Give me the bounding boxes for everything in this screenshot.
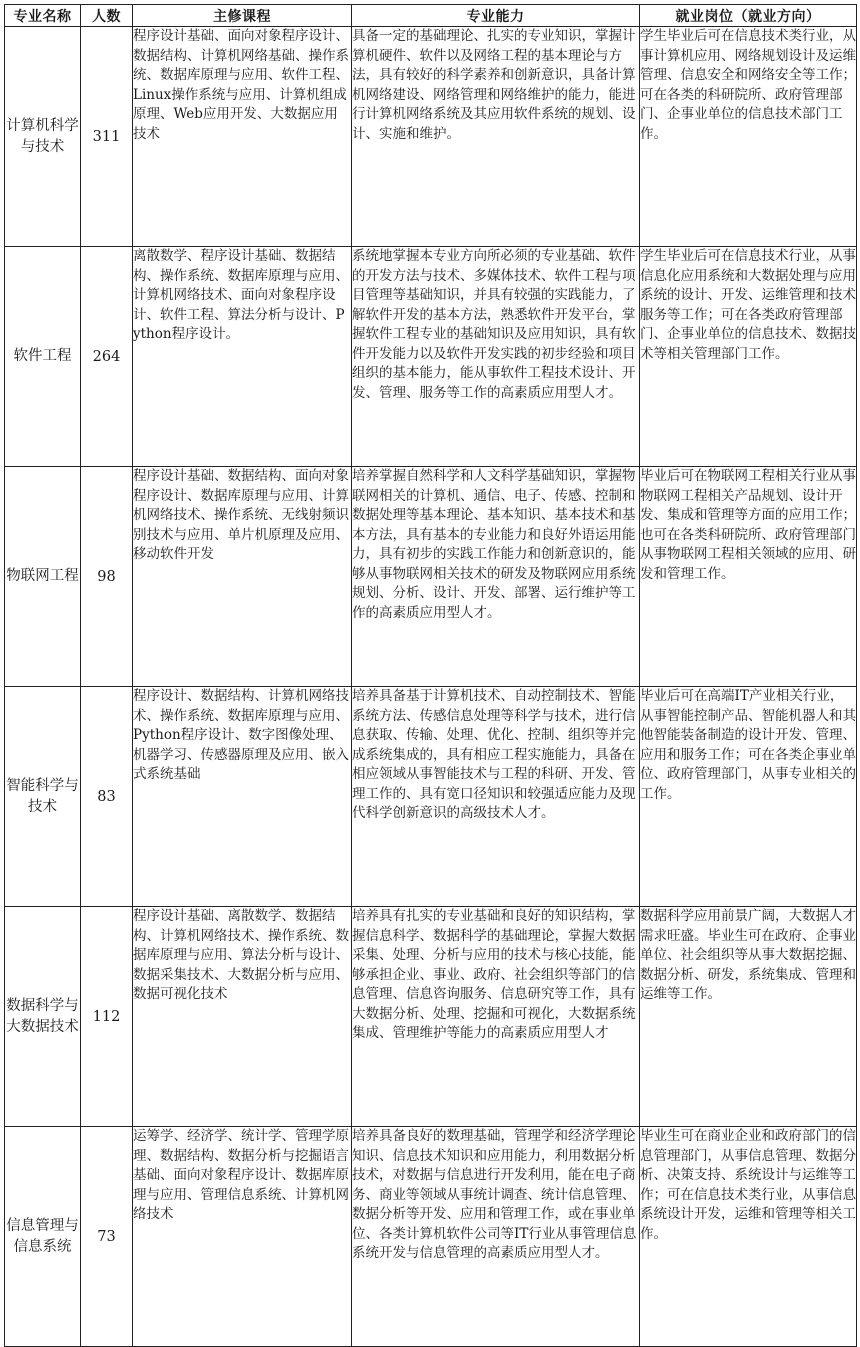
student-count-cell: 83	[81, 687, 133, 907]
header-career: 就业岗位（就业方向）	[640, 5, 857, 27]
career-cell	[640, 27, 857, 247]
majors-table	[4, 4, 857, 1347]
header-major-name: 专业名称	[5, 5, 81, 27]
student-count-cell: 98	[81, 467, 133, 687]
major-name-cell: 智能科学与技术	[5, 687, 81, 907]
header-courses: 主修课程	[133, 5, 352, 27]
major-name-cell: 计算机科学与技术	[5, 27, 81, 247]
career-text: 毕业后可在高端IT产业相关行业，从事智能控制产品、智能机器人和其他智能装备制造的设计开发、管理、应用和服务工作；可在各类企事业单位、政府管理部门，从事专业相关的工作。	[640, 688, 856, 802]
ability-cell	[352, 1127, 640, 1347]
ability-cell	[352, 247, 640, 467]
student-count-cell: 73	[81, 1127, 133, 1347]
courses-text: 运筹学、经济学、统计学、管理学原理、数据结构、数据分析与挖掘语言基础、面向对象程序设计、数据库原理与应用、管理信息系统、计算机网络技术	[133, 1128, 349, 1222]
career-cell	[640, 687, 857, 907]
courses-text: 离散数学、程序设计基础、数据结构、操作系统、数据库原理与应用、计算机网络技术、面向对象程序设计、软件工程、算法分析与设计、Python程序设计。	[133, 248, 349, 342]
courses-cell	[133, 467, 352, 687]
header-count: 人数	[81, 5, 133, 27]
header-ability: 专业能力	[352, 5, 640, 27]
career-cell	[640, 247, 857, 467]
ability-text: 培养掌握自然科学和人文科学基础知识，掌握物联网相关的计算机、通信、电子、传感、控制和数据处理等基本理论、基本知识、基本技术和基本方法，具有基本的专业能力和良好外语运用能力，具有初步的实践工作能力和创新意识的，能够从事物联网相关技术的研发及物联网应用系统规划、分析、设计、开发、部署、运行维护等工作的高素质应用型人才。	[352, 468, 636, 621]
career-cell	[640, 467, 857, 687]
courses-cell	[133, 687, 352, 907]
ability-text: 系统地掌握本专业方向所必须的专业基础、软件的开发方法与技术、多媒体技术、软件工程与项目管理等基础知识，并具有较强的实践能力，了解软件开发的基本方法，熟悉软件开发平台，掌握软件工程专业的基础知识及应用知识，具有软件开发能力以及软件开发实践的初步经验和项目组织的基本能力，能从事软件工程技术设计、开发、管理、服务等工作的高素质应用型人才。	[352, 248, 636, 401]
major-name-cell: 软件工程	[5, 247, 81, 467]
courses-cell	[133, 247, 352, 467]
courses-cell	[133, 1127, 352, 1347]
table-row	[5, 467, 857, 687]
career-cell	[640, 1127, 857, 1347]
student-count-cell: 112	[81, 907, 133, 1127]
header-row	[5, 5, 857, 27]
ability-text: 培养具备基于计算机技术、自动控制技术、智能系统方法、传感信息处理等科学与技术，进行信息获取、传输、处理、优化、控制、组织等并完成系统集成的，具有相应工程实施能力，具备在相应领域从事智能技术与工程的科研、开发、管理工作的、具有宽口径知识和较强适应能力及现代科学创新意识的高级技术人才。	[352, 688, 636, 821]
table-row	[5, 1127, 857, 1347]
career-cell	[640, 907, 857, 1127]
ability-text: 培养具有扎实的专业基础和良好的知识结构，掌握信息科学、数据科学的基础理论，掌握大数据采集、处理、分析与应用的技术与核心技能，能够承担企业、事业、政府、社会组织等部门的信息管理、信息咨询服务、信息研究等工作，具有大数据分析、处理、挖掘和可视化，大数据系统集成、管理维护等能力的高素质应用型人才	[352, 908, 636, 1041]
career-text: 毕业生可在商业企业和政府部门的信息管理部门，从事信息管理、数据分析、决策支持、系统设计与运维等工作；可在信息技术类行业，从事信息系统设计开发，运维和管理等相关工作。	[640, 1128, 856, 1242]
career-text: 学生毕业后可在信息技术类行业，从事计算机应用、网络规划设计及运维管理、信息安全和网络安全等工作；可在各类的科研院所、政府管理部门、企事业单位的信息技术部门工作。	[640, 28, 856, 142]
major-name-cell: 物联网工程	[5, 467, 81, 687]
courses-text: 程序设计基础、面向对象程序设计、数据结构、计算机网络基础、操作系统、数据库原理与应用、软件工程、Linux操作系统与应用、计算机组成原理、Web应用开发、大数据应用技术	[133, 28, 349, 142]
courses-text: 程序设计基础、离散数学、数据结构、计算机网络技术、操作系统、数据库原理与应用、算法分析与设计、数据采集技术、大数据分析与应用、数据可视化技术	[133, 908, 349, 1002]
table-row	[5, 687, 857, 907]
ability-cell	[352, 907, 640, 1127]
ability-cell	[352, 27, 640, 247]
major-name-cell: 数据科学与大数据技术	[5, 907, 81, 1127]
career-text: 学生毕业后可在信息技术行业，从事信息化应用系统和大数据处理与应用系统的设计、开发、运维管理和技术服务等工作；可在各类政府管理部门、企事业单位的信息技术、数据技术等相关管理部门工作。	[640, 248, 856, 362]
courses-text: 程序设计基础、数据结构、面向对象程序设计、数据库原理与应用、计算机网络技术、操作系统、无线射频识别技术与应用、单片机原理及应用、移动软件开发	[133, 468, 349, 562]
table-row	[5, 27, 857, 247]
courses-cell	[133, 27, 352, 247]
career-text: 毕业后可在物联网工程相关行业从事物联网工程相关产品规划、设计开发、集成和管理等方面的应用工作；也可在各类科研院所、政府管理部门从事物联网工程相关领域的应用、研发和管理工作。	[640, 468, 856, 582]
table-row	[5, 247, 857, 467]
table-row	[5, 907, 857, 1127]
student-count-cell: 311	[81, 27, 133, 247]
student-count-cell: 264	[81, 247, 133, 467]
ability-cell	[352, 687, 640, 907]
ability-cell	[352, 467, 640, 687]
ability-text: 培养具备良好的数理基础，管理学和经济学理论知识、信息技术知识和应用能力，利用数据分析技术，对数据与信息进行开发利用，能在电子商务、商业等领域从事统计调查、统计信息管理、数据分析等开发、应用和管理工作，或在事业单位、各类计算机软件公司等IT行业从事管理信息系统开发与信息管理的高素质应用型人才。	[352, 1128, 637, 1261]
courses-cell	[133, 907, 352, 1127]
ability-text: 具备一定的基础理论、扎实的专业知识，掌握计算机硬件、软件以及网络工程的基本理论与方法，具有较好的科学素养和创新意识，具备计算机网络建设、网络管理和网络维护的能力，能进行计算机网络系统及其应用软件系统的规划、设计、实施和维护。	[352, 28, 636, 142]
major-name-cell: 信息管理与信息系统	[5, 1127, 81, 1347]
courses-text: 程序设计、数据结构、计算机网络技术、操作系统、数据库原理与应用、Python程序设计、数字图像处理、机器学习、传感器原理及应用、嵌入式系统基础	[133, 688, 349, 782]
career-text: 数据科学应用前景广阔，大数据人才需求旺盛。毕业生可在政府、企事业单位、社会组织等从事大数据挖掘、数据分析、研发，系统集成、管理和运维等工作。	[640, 908, 856, 1002]
